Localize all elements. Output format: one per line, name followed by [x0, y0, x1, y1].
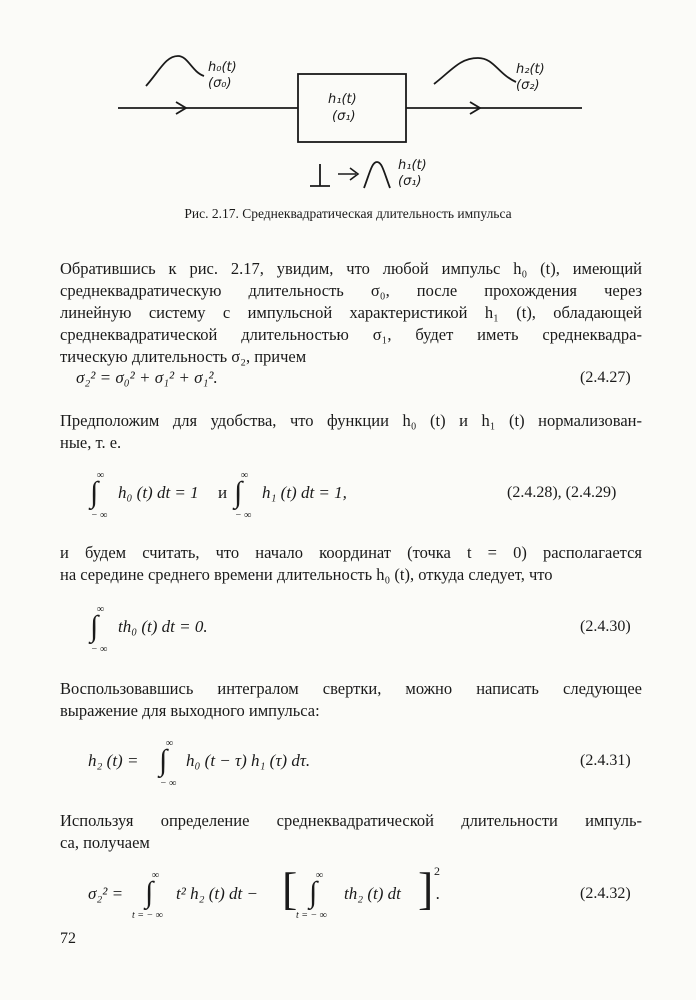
page-number: 72 — [60, 930, 76, 947]
integral-lower-limit: − ∞ — [235, 510, 252, 521]
text-line: ные, т. е. — [60, 433, 122, 452]
text-line: и будем считать, что начало координат (точка t = 0) располагается — [60, 543, 642, 562]
equation-2-4-32-lhs: σ₂² = — [88, 884, 124, 903]
output-pulse-label — [516, 62, 545, 94]
text-line: са, получаем — [60, 833, 150, 852]
paragraph-5 — [60, 810, 642, 854]
equation-2-4-31: h₀ (t − τ) h₁ (τ) dτ. — [186, 751, 311, 770]
input-sigma: (σ₀) — [208, 76, 232, 91]
integral-sign: ∫ — [234, 476, 243, 509]
equation-2-4-30: th₀ (t) dt = 0. — [118, 617, 208, 636]
left-bracket: [ — [282, 863, 298, 914]
system-box-label — [328, 91, 357, 125]
integral-sign: ∫ — [90, 610, 99, 643]
box-label: h₁(t) — [328, 92, 357, 107]
text-line: на середине среднего времени длительность h₀ (t), откуда следует, что — [60, 565, 553, 584]
integral-sign: ∫ — [159, 744, 168, 777]
text-line: Обратившись к рис. 2.17, увидим, что любой импульс h₀ (t), имеющий — [60, 259, 642, 278]
output-pulse-curve — [434, 58, 516, 84]
output-label: h₂(t) — [516, 62, 545, 77]
text-line: Предположим для удобства, что функции h₀ (t) и h₁ (t) нормализован- — [60, 411, 642, 430]
integral-lower-limit: − ∞ — [91, 510, 108, 521]
equation-2-4-29: h₁ (t) dt = 1, — [262, 483, 347, 502]
paragraph-2 — [60, 410, 642, 454]
text-line: Используя определение среднеквадратической длительности импуль- — [60, 811, 642, 830]
impulse-response-curve — [364, 162, 390, 188]
equation-number-2-4-28-29: (2.4.28), (2.4.29) — [507, 484, 617, 501]
integral-lower-limit: − ∞ — [91, 644, 108, 655]
impulse-sigma: (σ₁) — [398, 174, 422, 189]
equation-2-4-32-term1: t² h₂ (t) dt − — [176, 884, 258, 903]
integral-upper-limit: ∞ — [97, 604, 105, 615]
integral-sign: ∫ — [309, 876, 318, 909]
right-bracket: ] — [418, 863, 434, 914]
integral-upper-limit: ∞ — [316, 870, 324, 881]
integral-upper-limit: ∞ — [166, 738, 174, 749]
integral-lower-limit: t = − ∞ — [296, 910, 327, 921]
integral-lower-limit: t = − ∞ — [132, 910, 163, 921]
equation-number-2-4-32: (2.4.32) — [580, 885, 631, 902]
figure-caption: Рис. 2.17. Среднеквадратическая длительность импульса — [184, 206, 512, 221]
integral-sign: ∫ — [145, 876, 154, 909]
equation-2-4-32-term2: th₂ (t) dt — [344, 884, 401, 903]
equation-2-4-28: h₀ (t) dt = 1 — [118, 483, 199, 502]
integral-upper-limit: ∞ — [152, 870, 160, 881]
text-line: линейную систему с импульсной характеристикой h₁ (t), обладающей — [60, 303, 642, 322]
box-sigma: (σ₁) — [332, 109, 356, 124]
impulse-response-label — [398, 158, 427, 190]
paragraph-1 — [60, 258, 642, 368]
impulse-label: h₁(t) — [398, 158, 427, 173]
integral-upper-limit: ∞ — [241, 470, 249, 481]
equation-number-2-4-31: (2.4.31) — [580, 752, 631, 769]
integral-sign: ∫ — [90, 476, 99, 509]
output-sigma: (σ₂) — [516, 78, 540, 93]
equation-number-2-4-30: (2.4.30) — [580, 618, 631, 635]
text-line: тическую длительность σ₂, причем — [60, 347, 307, 366]
integral-lower-limit: − ∞ — [160, 778, 177, 789]
integral-upper-limit: ∞ — [97, 470, 105, 481]
paragraph-3 — [60, 542, 642, 586]
input-pulse-label — [208, 60, 237, 92]
equation-number-2-4-27: (2.4.27) — [580, 369, 631, 386]
paragraph-4 — [60, 678, 642, 722]
equation-2-4-27: σ₂² = σ₀² + σ₁² + σ₁². — [76, 368, 218, 387]
equation-conjunction: и — [218, 483, 228, 502]
bracket-exponent: 2 — [434, 864, 440, 878]
text-line: среднеквадратической длительностью σ₁, будет иметь среднеквадра- — [60, 325, 642, 344]
equation-end-period: . — [436, 884, 441, 903]
text-line: Воспользовавшись интегралом свертки, можно написать следующее — [60, 679, 642, 698]
equation-2-4-31-lhs: h₂ (t) = — [88, 751, 139, 770]
text-line: выражение для выходного импульса: — [60, 701, 320, 720]
input-label: h₀(t) — [208, 60, 237, 75]
text-line: среднеквадратическую длительность σ₀, после прохождения через — [60, 281, 642, 300]
input-pulse-curve — [146, 56, 204, 86]
